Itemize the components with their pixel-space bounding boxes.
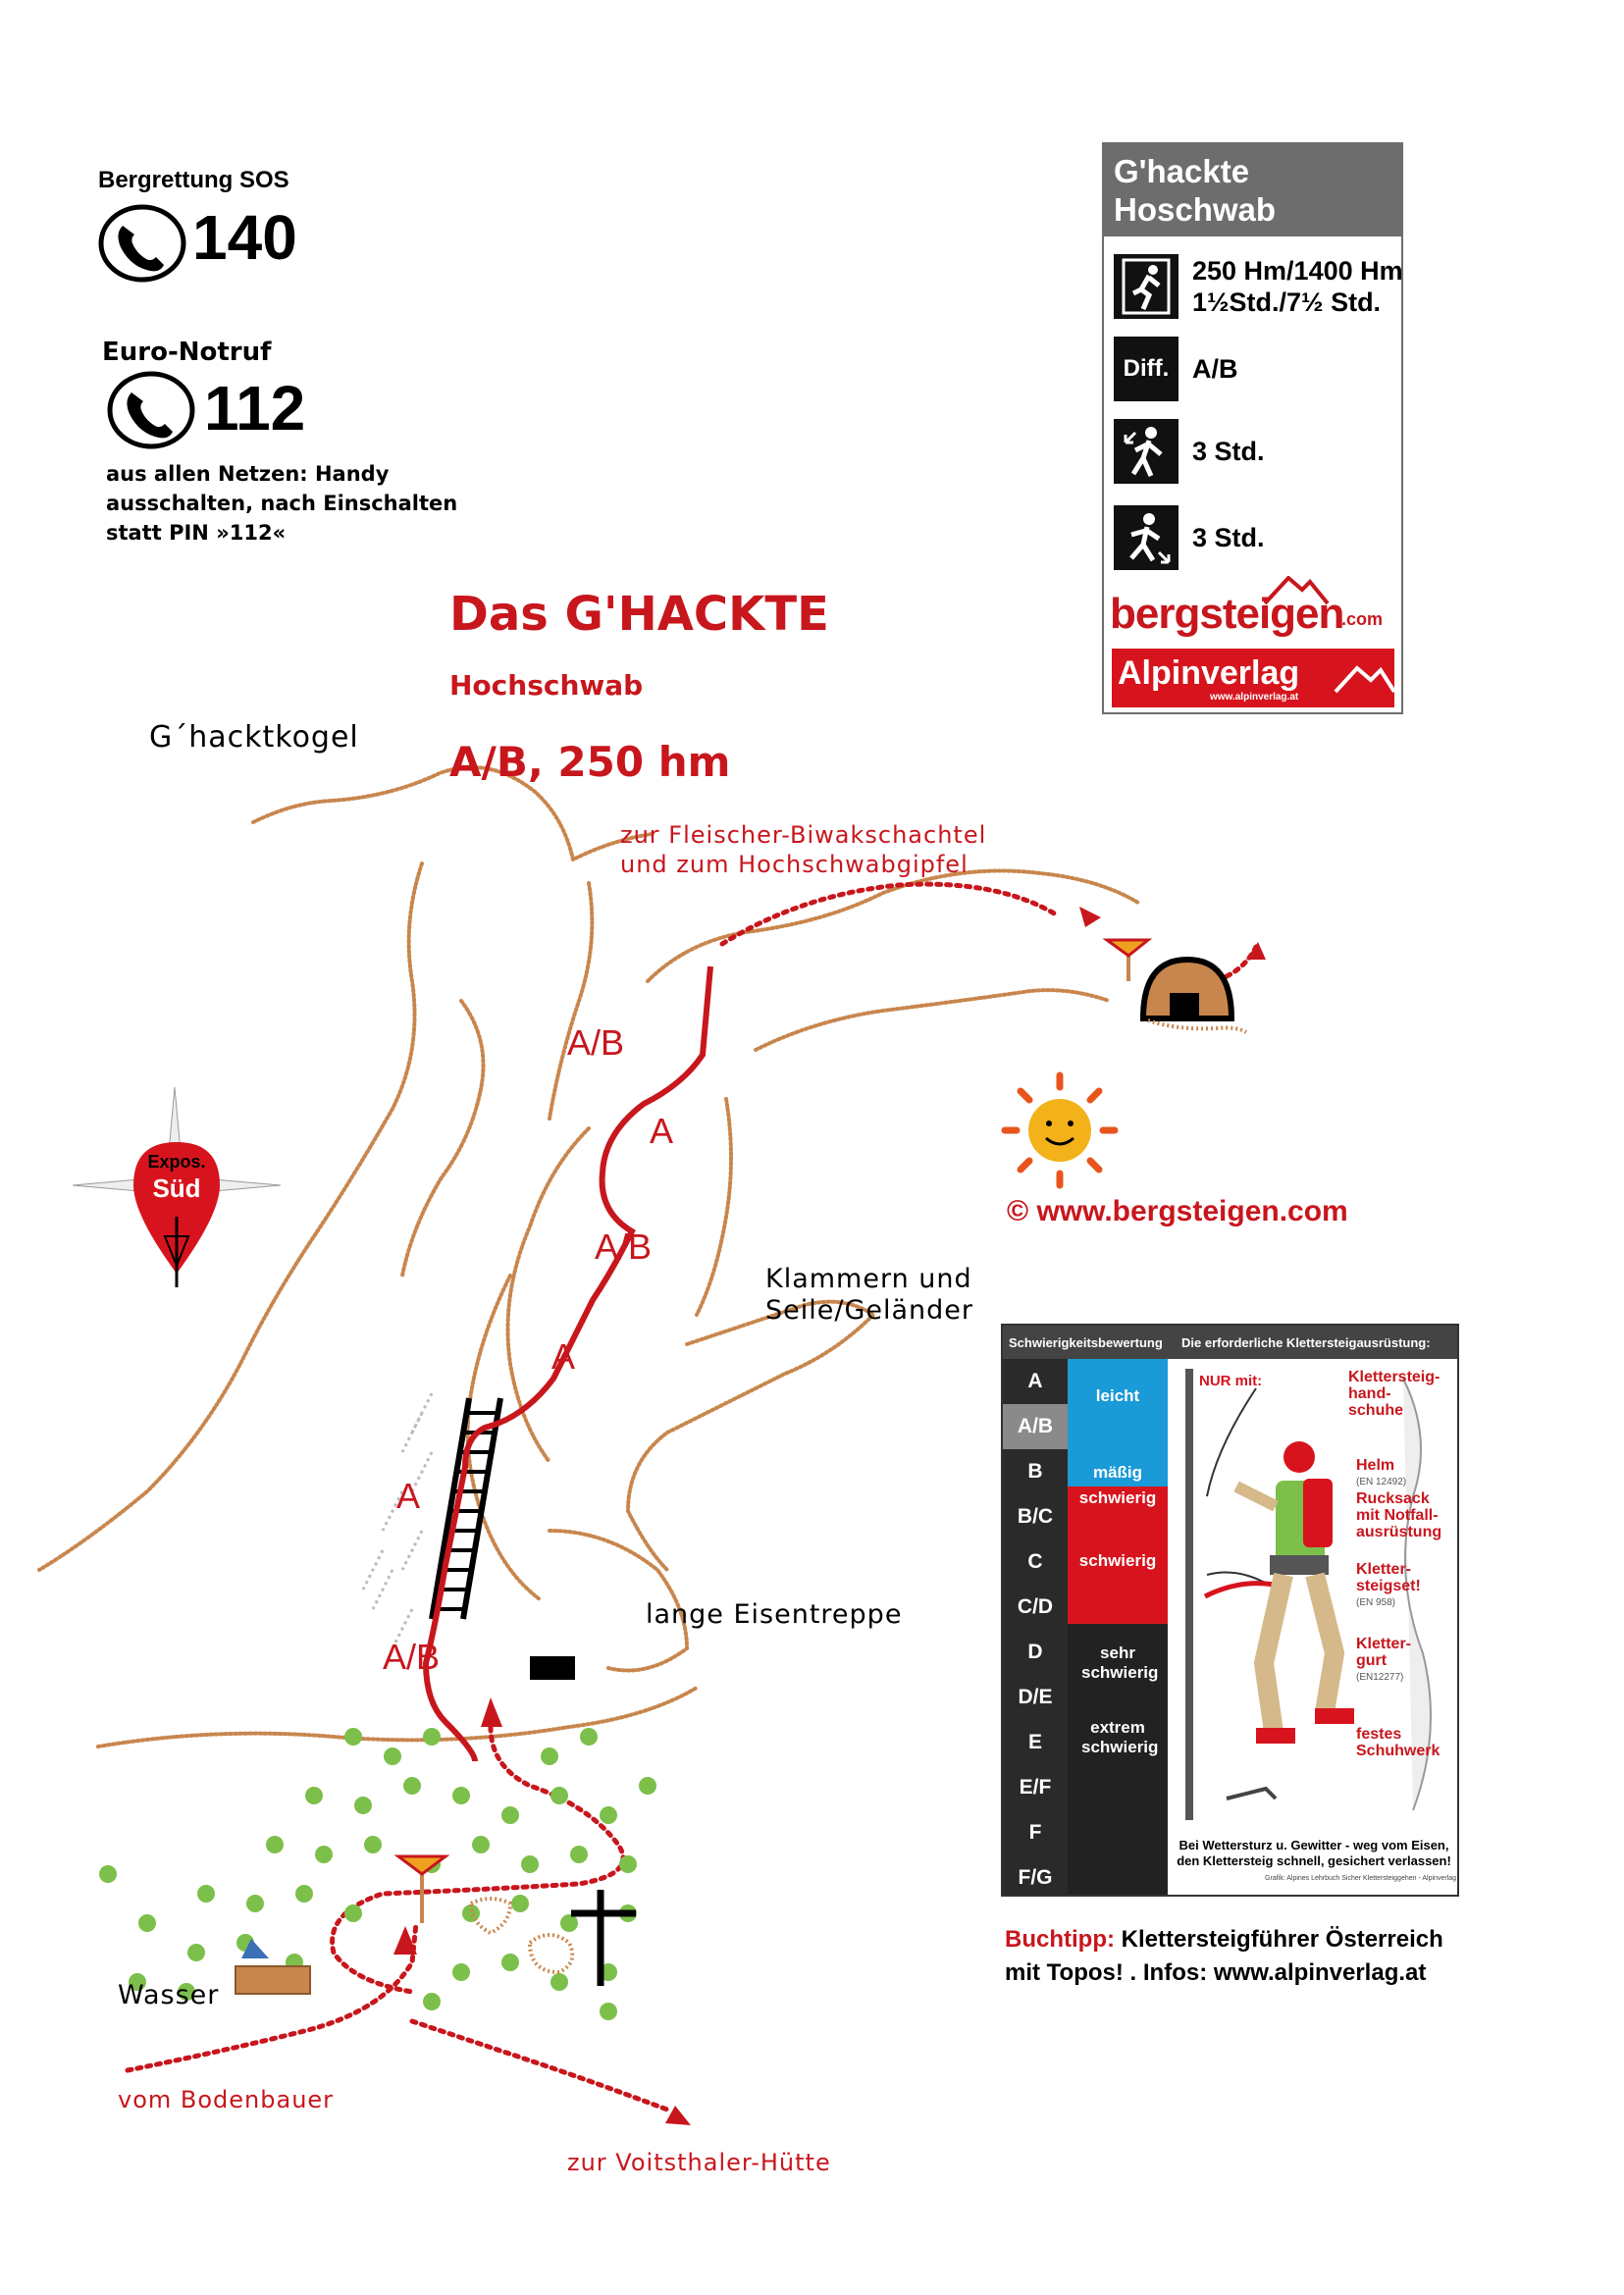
climber-illustration <box>1168 1359 1457 1897</box>
descent-time: 3 Std. <box>1192 523 1265 552</box>
band-leicht <box>1068 1359 1168 1457</box>
equipment-harness <box>1356 1636 1411 1686</box>
arrow-down-icon <box>665 2106 691 2125</box>
tour-title-line: Hoschwab <box>1114 191 1277 228</box>
route-grade: A <box>551 1336 576 1377</box>
equipment-shoes <box>1356 1726 1440 1759</box>
base-line <box>98 1688 697 1747</box>
bergsteigen-logo-main: bergsteigen <box>1110 590 1344 638</box>
route-grade: A <box>396 1476 421 1516</box>
gully-upper <box>550 883 592 1119</box>
height-value: 250 Hm/1400 Hm <box>1192 256 1403 286</box>
band-label: extrem schwierig <box>1081 1718 1159 1756</box>
grade-cell: F/G <box>1003 1855 1068 1897</box>
book-tip-label: Buchtipp: <box>1005 1926 1115 1953</box>
euro-notruf-label: Euro-Notruf <box>102 338 272 367</box>
grade-cell: E <box>1003 1720 1068 1765</box>
warning-line: Bei Wettersturz u. Gewitter - weg vom Eisen, <box>1179 1838 1449 1852</box>
klammern-label <box>765 1264 973 1327</box>
band-label: schwierig <box>1078 1488 1157 1507</box>
band-maessig <box>1068 1457 1168 1487</box>
grade-cell: D/E <box>1003 1675 1068 1720</box>
gully-lower <box>468 1276 540 1599</box>
scree-field <box>363 1393 432 1648</box>
equipment-gloves <box>1348 1369 1440 1419</box>
biwak-label <box>620 820 986 879</box>
difficulty-equipment-table <box>1001 1324 1459 1897</box>
route-grade: A/B <box>383 1637 441 1677</box>
equipment-line: Schuhwerk <box>1356 1743 1441 1759</box>
signpost-icon <box>1107 940 1148 981</box>
compass-label-bottom: Süd <box>152 1174 201 1203</box>
klammern-label-line: Klammern und <box>765 1264 972 1294</box>
band-schwierig <box>1068 1487 1168 1510</box>
arrow-up-icon <box>481 1697 502 1727</box>
euro-number: 112 <box>204 373 306 443</box>
grade-cell: B/C <box>1003 1494 1068 1539</box>
time-value: 1½Std./7½ Std. <box>1192 287 1382 317</box>
equipment-line: Rucksack <box>1356 1490 1430 1507</box>
route-grade: A <box>650 1111 674 1151</box>
band-label: mäßig <box>1092 1463 1143 1482</box>
peak-label: G´hacktkogel <box>149 720 359 755</box>
equipment-line: Helm <box>1356 1457 1395 1474</box>
grade-cell: A <box>1003 1359 1068 1404</box>
grade-cell: E/F <box>1003 1765 1068 1810</box>
equipment-line: hand- <box>1348 1385 1391 1402</box>
note-line: ausschalten, nach Einschalten <box>106 492 458 515</box>
header-left: Schwierigkeitsbewertung <box>1009 1335 1163 1350</box>
band-label: schwierig <box>1078 1551 1157 1570</box>
band-label: sehr schwierig <box>1081 1643 1159 1682</box>
voitsthaler-label: zur Voitsthaler-Hütte <box>567 2149 831 2176</box>
compass-label-top: Expos. <box>147 1152 206 1172</box>
klammern-label-line: Seile/Geländer <box>765 1295 974 1326</box>
path-to-voitsthaler <box>412 2021 667 2110</box>
table-header <box>1003 1326 1457 1359</box>
equipment-line: gurt <box>1356 1652 1388 1669</box>
equipment-helmet <box>1356 1457 1406 1490</box>
grade-cell: F <box>1003 1810 1068 1855</box>
warning-line: den Klettersteig schnell, gesichert verlassen! <box>1177 1853 1451 1868</box>
bodenbauer-label: vom Bodenbauer <box>118 2086 335 2113</box>
tour-title-line: G'hackte <box>1114 153 1250 189</box>
biwak-label-line: zur Fleischer-Biwakschachtel <box>620 821 987 849</box>
band-sehr-schwierig <box>1068 1624 1168 1708</box>
band-schwierig <box>1068 1510 1168 1624</box>
sos-number: 140 <box>192 202 297 273</box>
equipment-line: Kletter- <box>1356 1561 1412 1578</box>
eisentreppe-label: lange Eisentreppe <box>646 1599 903 1630</box>
gully-right <box>697 1099 731 1315</box>
hut-marker <box>530 1656 575 1680</box>
equipment-line: steigset! <box>1356 1578 1421 1594</box>
route-grade: A/B <box>567 1022 625 1063</box>
grade-height: A/B, 250 hm <box>449 738 731 786</box>
route-grade: A/B <box>595 1226 653 1267</box>
equipment-line: mit Notfall- <box>1356 1507 1439 1524</box>
equipment-line: schuhe <box>1348 1402 1404 1419</box>
map-title: Das G'HACKTE <box>449 587 829 642</box>
path-to-biwak <box>722 884 1056 944</box>
weather-warning <box>1172 1838 1456 1869</box>
biwak-shelter-icon <box>1143 960 1246 1032</box>
ascent-time: 3 Std. <box>1192 437 1265 466</box>
sun-icon <box>1005 1075 1115 1185</box>
grade-cell: B <box>1003 1449 1068 1494</box>
gully-left <box>402 1001 484 1276</box>
book-tip-line: mit Topos! . Infos: www.alpinverlag.at <box>1005 1959 1427 1986</box>
summit-cross-icon <box>571 1890 636 1986</box>
graphic-credit: Grafik: Alpines Lehrbuch Sicher Klettersteiggehen - Alpinverlag <box>1265 1875 1456 1882</box>
copyright-label: © www.bergsteigen.com <box>1007 1195 1348 1227</box>
alpinverlag-logo-url: www.alpinverlag.at <box>1210 692 1299 703</box>
equipment-via-ferrata-set <box>1356 1561 1421 1611</box>
note-line: statt PIN »112« <box>106 521 287 545</box>
sos-label: Bergrettung SOS <box>98 167 289 193</box>
arrow-right-icon <box>1079 907 1101 927</box>
header-right: Die erforderliche Klettersteigausrüstung: <box>1181 1335 1431 1350</box>
band-extrem-schwierig <box>1068 1708 1168 1897</box>
equipment-line: festes <box>1356 1726 1402 1743</box>
grade-cell: C <box>1003 1539 1068 1585</box>
difficulty-value: A/B <box>1192 354 1238 384</box>
ridge-right-lower <box>756 990 1109 1050</box>
equipment-norm: (EN12277) <box>1356 1672 1404 1683</box>
equipment-backpack <box>1356 1490 1441 1540</box>
book-tip-text: Klettersteigführer Österreich <box>1114 1926 1443 1953</box>
book-tip <box>1005 1923 1443 1990</box>
ridge-left <box>39 863 422 1570</box>
grade-cell: D <box>1003 1630 1068 1675</box>
equipment-line: Kletter- <box>1356 1636 1412 1652</box>
forest-area <box>99 1728 656 2020</box>
bergsteigen-logo-tld: .com <box>1341 609 1384 629</box>
biwak-label-line: und zum Hochschwabgipfel <box>620 851 969 878</box>
equipment-line: ausrüstung <box>1356 1524 1442 1540</box>
alpinverlag-logo-text: Alpinverlag <box>1118 654 1300 692</box>
note-line: aus allen Netzen: Handy <box>106 462 390 486</box>
equipment-line: Klettersteig- <box>1348 1369 1441 1385</box>
wasser-label: Wasser <box>118 1980 220 2010</box>
nur-mit-label: NUR mit: <box>1199 1373 1263 1389</box>
equipment-norm: (EN 958) <box>1356 1597 1396 1608</box>
band-label: leicht <box>1095 1386 1140 1405</box>
equipment-norm: (EN 12492) <box>1356 1477 1407 1487</box>
diff-icon: Diff. <box>1114 337 1179 401</box>
grade-cell: A/B <box>1003 1404 1068 1449</box>
grade-cell: C/D <box>1003 1585 1068 1630</box>
path-biwak-summit <box>1227 947 1256 976</box>
ridge-east <box>628 1302 873 1570</box>
map-subtitle: Hochschwab <box>449 669 644 702</box>
